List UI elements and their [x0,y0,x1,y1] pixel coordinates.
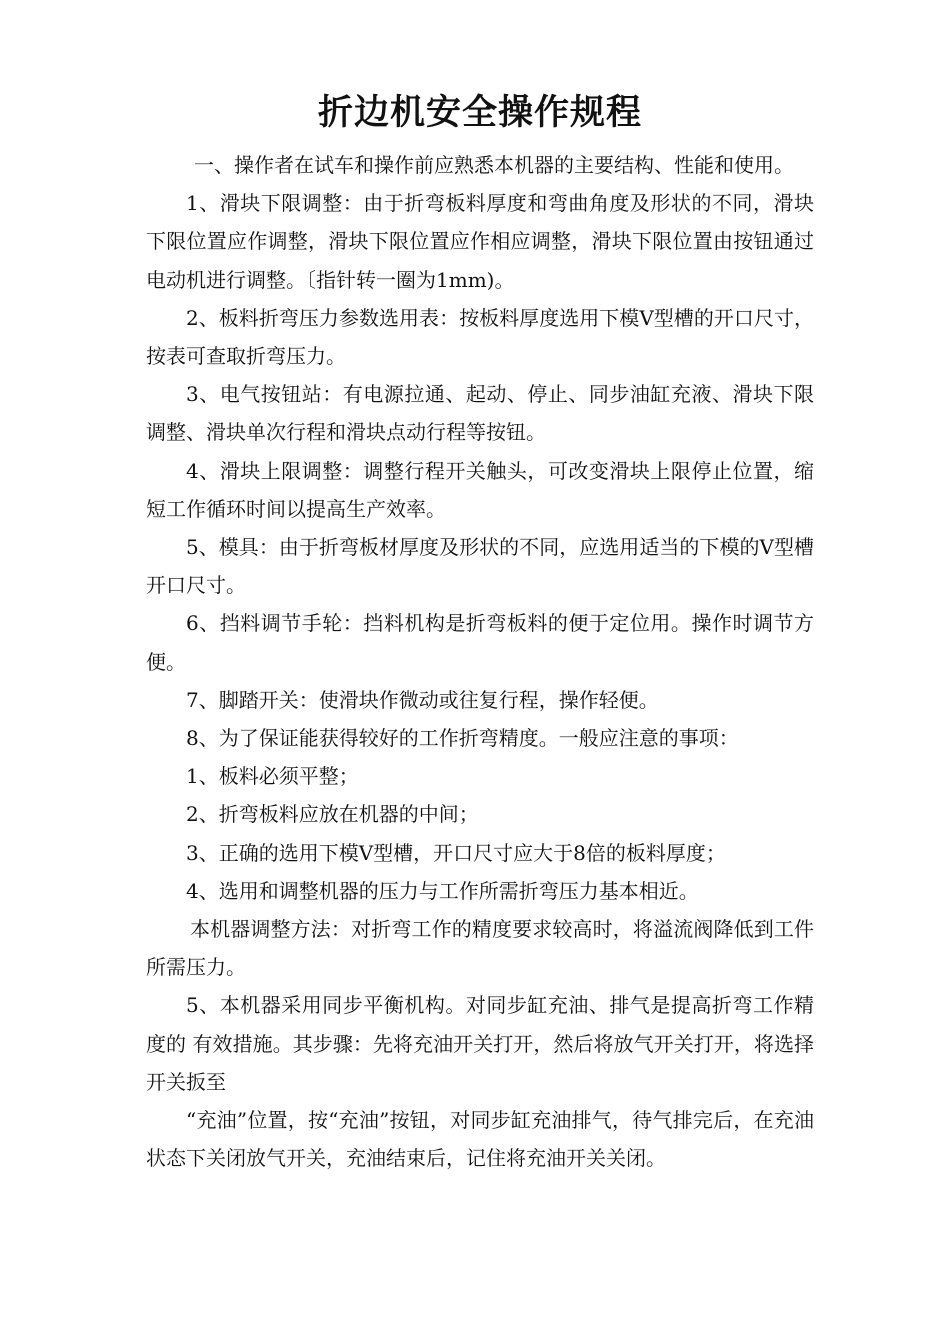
paragraph-item-7: 7、脚踏开关：使滑块作微动或往复行程，操作轻便。 [186,687,659,712]
paragraph-adjust-method: 本机器调整方法：对折弯工作的精度要求较高时，将溢流阀降低到工件所需压力。 [146,917,814,980]
document-body [146,146,814,1177]
paragraph-item-4: 4、滑块上限调整：调整行程开关触头，可改变滑块上限停止位置，缩短工作循环时间以提高生产效率。 [146,458,814,521]
paragraph-item-6: 6、挡料调节手轮：挡料机构是折弯板料的便于定位用。操作时调节方便。 [146,611,814,674]
paragraph-note-2: 2、折弯板料应放在机器的中间； [186,802,479,827]
paragraph-item-3: 3、电气按钮站：有电源拉通、起动、停止、同步油缸充液、滑块下限调整、滑块单次行程和滑块点动行程等按钮。 [146,382,814,445]
paragraph-note-1: 1、板料必须平整； [186,764,359,789]
paragraph-item-2: 2、板料折弯压力参数选用表：按板料厚度选用下模V型槽的开口尺寸，按表可查取折弯压力。 [146,305,814,369]
paragraph-item-8: 8、为了保证能获得较好的工作折弯精度。一般应注意的事项： [186,726,739,751]
paragraph-note-3: 3、正确的选用下模V型槽，开口尺寸应大于8倍的板料厚度； [186,840,726,865]
paragraph-sync-balance: 5、本机器采用同步平衡机构。对同步缸充油、排气是提高折弯工作精度的 有效措施。其步骤：先将充油开关打开，然后将放气开关打开，将选择开关扳至 [146,993,814,1094]
paragraph-note-4: 4、选用和调整机器的压力与工作所需折弯压力基本相近。 [186,878,699,903]
paragraph-fill-oil: “充油”位置，按“充油”按钮，对同步缸充油排气，待气排完后，在充油状态下关闭放气开关，充油结束后，记住将充油开关关闭。 [146,1108,814,1171]
paragraph-item-5: 5、模具：由于折弯板材厚度及形状的不同，应选用适当的下模的V型槽开口尺寸。 [146,535,814,598]
paragraph-intro: 一、操作者在试车和操作前应熟悉本机器的主要结构、性能和使用。 [194,153,794,177]
document-title: 折边机安全操作规程 [317,92,642,133]
paragraph-item-1: 1、滑块下限调整：由于折弯板料厚度和弯曲角度及形状的不同，滑块下限位置应作调整，滑块下限位置应作相应调整，滑块下限位置由按钮通过电动机进行调整。〔指针转一圈为1mm)。 [146,191,814,292]
